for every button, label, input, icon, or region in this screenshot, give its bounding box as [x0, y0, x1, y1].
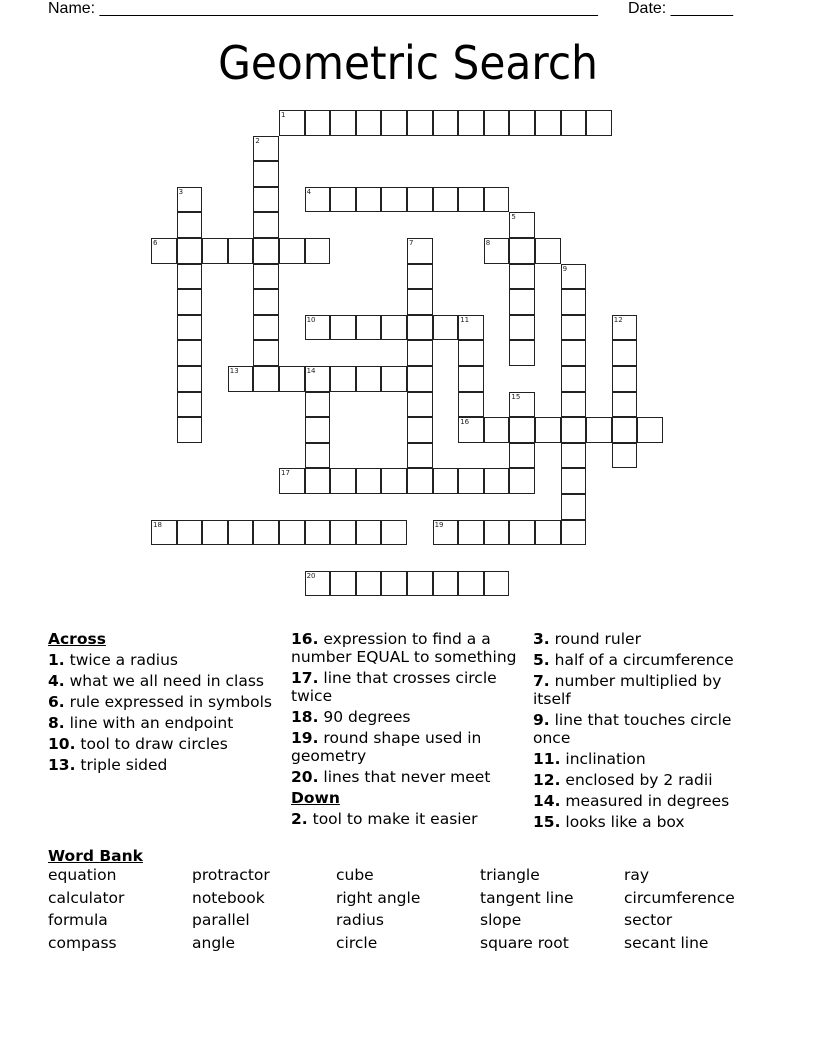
crossword-cell[interactable] [612, 340, 638, 366]
crossword-cell[interactable] [279, 468, 305, 494]
crossword-cell[interactable] [356, 520, 382, 546]
clue-number: 12 [613, 315, 623, 324]
word-bank-item: parallel [192, 911, 250, 929]
crossword-cell[interactable] [305, 238, 331, 264]
crossword-cell[interactable] [509, 212, 535, 238]
crossword-cell[interactable] [279, 238, 305, 264]
crossword-cell[interactable] [407, 187, 433, 213]
crossword-cell[interactable] [509, 468, 535, 494]
crossword-cell[interactable] [177, 366, 203, 392]
crossword-cell[interactable] [407, 468, 433, 494]
word-bank-item: slope [480, 911, 522, 929]
crossword-cell[interactable] [305, 417, 331, 443]
crossword-cell[interactable] [381, 315, 407, 341]
crossword-cell[interactable] [407, 571, 433, 597]
crossword-cell[interactable] [356, 110, 382, 136]
crossword-cell[interactable] [330, 315, 356, 341]
word-bank-item: tangent line [480, 888, 574, 907]
date-field-label[interactable]: Date: _______ [628, 0, 733, 17]
crossword-cell[interactable] [253, 136, 279, 162]
word-bank-item: calculator [48, 888, 125, 907]
crossword-cell[interactable] [561, 417, 587, 443]
crossword-cell[interactable] [433, 520, 459, 546]
crossword-cell[interactable] [305, 315, 331, 341]
crossword-cell[interactable] [177, 212, 203, 238]
crossword-cell[interactable] [177, 340, 203, 366]
clue-down-5: 5. half of a circumference [533, 651, 734, 669]
clue-number: 9 [562, 264, 568, 273]
crossword-cell[interactable] [433, 110, 459, 136]
crossword-cell[interactable] [407, 238, 433, 264]
clue-number: 10 [306, 315, 316, 324]
clue-across-19: 19. round shape used in geometry [291, 729, 482, 765]
crossword-cell[interactable] [458, 340, 484, 366]
clue-down-11: 11. inclination [533, 750, 646, 768]
crossword-cell[interactable] [407, 366, 433, 392]
clues-column-3 [533, 630, 763, 834]
clue-across-20: 20. lines that never meet [291, 768, 491, 786]
crossword-cell[interactable] [253, 315, 279, 341]
crossword-cell[interactable] [484, 571, 510, 597]
crossword-cell[interactable] [407, 289, 433, 315]
clues-column-2 [291, 630, 526, 831]
crossword-cell[interactable] [381, 520, 407, 546]
crossword-cell[interactable] [561, 315, 587, 341]
clue-number: 5 [511, 213, 516, 222]
crossword-cell[interactable] [253, 161, 279, 187]
crossword-cell[interactable] [381, 571, 407, 597]
crossword-cell[interactable] [177, 417, 203, 443]
crossword-cell[interactable] [458, 315, 484, 341]
crossword-cell[interactable] [407, 340, 433, 366]
word-bank [48, 846, 768, 956]
crossword-cell[interactable] [484, 110, 510, 136]
crossword-cell[interactable] [561, 443, 587, 469]
clue-across-18: 18. 90 degrees [291, 708, 411, 726]
crossword-cell[interactable] [484, 238, 510, 264]
crossword-cell[interactable] [330, 468, 356, 494]
crossword-cell[interactable] [356, 315, 382, 341]
word-bank-item: triangle [480, 866, 540, 884]
clue-across-13: 13. triple sided [48, 756, 168, 774]
crossword-cell[interactable] [330, 366, 356, 392]
crossword-cell[interactable] [484, 417, 510, 443]
clue-down-9: 9. line that touches circle once [533, 711, 732, 747]
crossword-cell[interactable] [177, 264, 203, 290]
clue-down-14: 14. measured in degrees [533, 792, 730, 810]
word-bank-item: formula [48, 911, 108, 929]
crossword-cell[interactable] [535, 110, 561, 136]
crossword-cell[interactable] [535, 417, 561, 443]
crossword-cell[interactable] [177, 187, 203, 213]
crossword-cell[interactable] [356, 187, 382, 213]
clue-across-8: 8. line with an endpoint [48, 714, 234, 732]
crossword-cell[interactable] [356, 366, 382, 392]
word-bank-item: sector [624, 911, 673, 929]
crossword-cell[interactable] [484, 187, 510, 213]
across-heading: Across [48, 630, 106, 648]
clue-number: 7 [409, 239, 414, 247]
crossword-cell[interactable] [509, 289, 535, 315]
word-bank-item: cube [336, 866, 374, 884]
crossword-cell[interactable] [458, 187, 484, 213]
clue-across-17: 17. line that crosses circle twice [291, 669, 497, 705]
crossword-cell[interactable] [202, 238, 228, 264]
crossword-cell[interactable] [228, 520, 254, 546]
crossword-cell[interactable] [612, 315, 638, 341]
crossword-cell[interactable] [253, 340, 279, 366]
crossword-cell[interactable] [381, 110, 407, 136]
crossword-cell[interactable] [305, 571, 331, 597]
crossword-cell[interactable] [586, 110, 612, 136]
crossword-cell[interactable] [561, 392, 587, 418]
clue-number: 4 [306, 187, 312, 196]
word-bank-item: ray [624, 866, 650, 884]
clue-across-16: 16. expression to find a a number EQUAL to something [291, 630, 517, 666]
crossword-cell[interactable] [509, 315, 535, 341]
crossword-cell[interactable] [484, 520, 510, 546]
clue-number: 1 [281, 111, 286, 119]
word-bank-item: square root [480, 933, 569, 952]
word-bank-item: circumference [624, 888, 735, 907]
crossword-cell[interactable] [279, 366, 305, 392]
crossword-cell[interactable] [407, 417, 433, 443]
crossword-cell[interactable] [458, 366, 484, 392]
crossword-cell[interactable] [509, 520, 535, 546]
crossword-cell[interactable] [561, 366, 587, 392]
word-bank-item: secant line [624, 933, 709, 952]
clue-number: 15 [511, 392, 521, 401]
word-bank-item: circle [336, 933, 378, 952]
crossword-cell[interactable] [177, 289, 203, 315]
crossword-cell[interactable] [330, 187, 356, 213]
crossword-cell[interactable] [561, 110, 587, 136]
clue-number: 20 [306, 571, 316, 580]
crossword-cell[interactable] [612, 417, 638, 443]
clue-number: 13 [229, 367, 239, 375]
crossword-cell[interactable] [561, 264, 587, 290]
crossword-cell[interactable] [561, 340, 587, 366]
clue-across-4: 4. what we all need in class [48, 672, 265, 690]
crossword-cell[interactable] [228, 366, 254, 392]
crossword-cell[interactable] [253, 366, 279, 392]
clue-number: 3 [178, 187, 184, 196]
crossword-cell[interactable] [381, 187, 407, 213]
crossword-cell[interactable] [407, 110, 433, 136]
clue-down-15: 15. looks like a box [533, 813, 685, 831]
word-bank-item: protractor [192, 866, 270, 884]
clue-number: 11 [460, 315, 470, 324]
crossword-cell[interactable] [458, 571, 484, 597]
crossword-cell[interactable] [509, 264, 535, 290]
crossword-cell[interactable] [253, 212, 279, 238]
down-heading: Down [291, 789, 340, 807]
crossword-cell[interactable] [612, 366, 638, 392]
crossword-cell[interactable] [407, 315, 433, 341]
crossword-cell[interactable] [305, 443, 331, 469]
crossword-cell[interactable] [279, 110, 305, 136]
crossword-cell[interactable] [253, 238, 279, 264]
clue-number: 16 [460, 418, 470, 427]
crossword-cell[interactable] [305, 187, 331, 213]
crossword-cell[interactable] [177, 392, 203, 418]
clue-down-3: 3. round ruler [533, 630, 641, 648]
crossword-cell[interactable] [407, 264, 433, 290]
crossword-cell[interactable] [561, 289, 587, 315]
word-bank-item: compass [48, 933, 117, 952]
crossword-cell[interactable] [458, 110, 484, 136]
crossword-cell[interactable] [509, 340, 535, 366]
crossword-cell[interactable] [433, 571, 459, 597]
word-bank-item: notebook [192, 888, 265, 907]
clue-number: 6 [153, 239, 158, 247]
crossword-cell[interactable] [202, 520, 228, 546]
crossword-cell[interactable] [509, 238, 535, 264]
crossword-cell[interactable] [509, 392, 535, 418]
word-bank-item: angle [192, 933, 236, 952]
word-bank-grid [48, 866, 768, 956]
crossword-cell[interactable] [330, 571, 356, 597]
clue-across-10: 10. tool to draw circles [48, 735, 228, 753]
crossword-cell[interactable] [458, 468, 484, 494]
crossword-cell[interactable] [177, 315, 203, 341]
crossword-cell[interactable] [177, 520, 203, 546]
clue-across-6: 6. rule expressed in symbols [48, 693, 272, 711]
crossword-cell[interactable] [407, 392, 433, 418]
clue-number: 14 [306, 367, 316, 375]
crossword-cell[interactable] [305, 392, 331, 418]
crossword-cell[interactable] [509, 443, 535, 469]
crossword-grid [151, 110, 671, 610]
crossword-cell[interactable] [484, 468, 510, 494]
crossword-cell[interactable] [253, 187, 279, 213]
crossword-cell[interactable] [305, 366, 331, 392]
crossword-cell[interactable] [433, 315, 459, 341]
page-title: Geometric Search [218, 36, 598, 90]
crossword-cell[interactable] [381, 366, 407, 392]
crossword-cell[interactable] [253, 264, 279, 290]
crossword-cell[interactable] [151, 238, 177, 264]
clue-number: 18 [153, 520, 162, 529]
crossword-cell[interactable] [458, 392, 484, 418]
crossword-cell[interactable] [433, 187, 459, 213]
clues-column-1 [48, 630, 278, 777]
crossword-cell[interactable] [561, 494, 587, 520]
crossword-cell[interactable] [279, 520, 305, 546]
crossword-cell[interactable] [228, 238, 254, 264]
crossword-cell[interactable] [305, 520, 331, 546]
crossword-cell[interactable] [637, 417, 663, 443]
clue-number: 19 [434, 520, 444, 529]
clue-across-1: 1. twice a radius [48, 651, 179, 669]
crossword-cell[interactable] [509, 110, 535, 136]
crossword-cell[interactable] [535, 520, 561, 546]
crossword-cell[interactable] [381, 468, 407, 494]
clue-number: 8 [485, 239, 491, 247]
clue-number: 17 [281, 469, 290, 478]
crossword-cell[interactable] [509, 417, 535, 443]
clue-number: 2 [255, 136, 260, 145]
crossword-cell[interactable] [330, 520, 356, 546]
word-bank-heading: Word Bank [48, 847, 143, 865]
crossword-cell[interactable] [305, 110, 331, 136]
crossword-cell[interactable] [151, 520, 177, 546]
crossword-cell[interactable] [586, 417, 612, 443]
name-field-label[interactable]: Name: ________________________________________________________ [48, 0, 598, 17]
crossword-cell[interactable] [535, 238, 561, 264]
crossword-cell[interactable] [305, 468, 331, 494]
crossword-cell[interactable] [330, 110, 356, 136]
clue-down-7: 7. number multiplied by itself [533, 672, 722, 708]
crossword-cell[interactable] [458, 520, 484, 546]
clue-down-2: 2. tool to make it easier [291, 810, 478, 828]
word-bank-item: radius [336, 911, 384, 929]
crossword-cell[interactable] [356, 468, 382, 494]
crossword-cell[interactable] [612, 392, 638, 418]
crossword-cell[interactable] [356, 571, 382, 597]
crossword-cell[interactable] [177, 238, 203, 264]
crossword-cell[interactable] [612, 443, 638, 469]
crossword-cell[interactable] [407, 443, 433, 469]
crossword-cell[interactable] [561, 468, 587, 494]
word-bank-item: equation [48, 866, 117, 884]
crossword-cell[interactable] [458, 417, 484, 443]
crossword-cell[interactable] [433, 468, 459, 494]
word-bank-item: right angle [336, 888, 421, 907]
crossword-cell[interactable] [253, 520, 279, 546]
crossword-cell[interactable] [561, 520, 587, 546]
clue-down-12: 12. enclosed by 2 radii [533, 771, 713, 789]
crossword-cell[interactable] [253, 289, 279, 315]
